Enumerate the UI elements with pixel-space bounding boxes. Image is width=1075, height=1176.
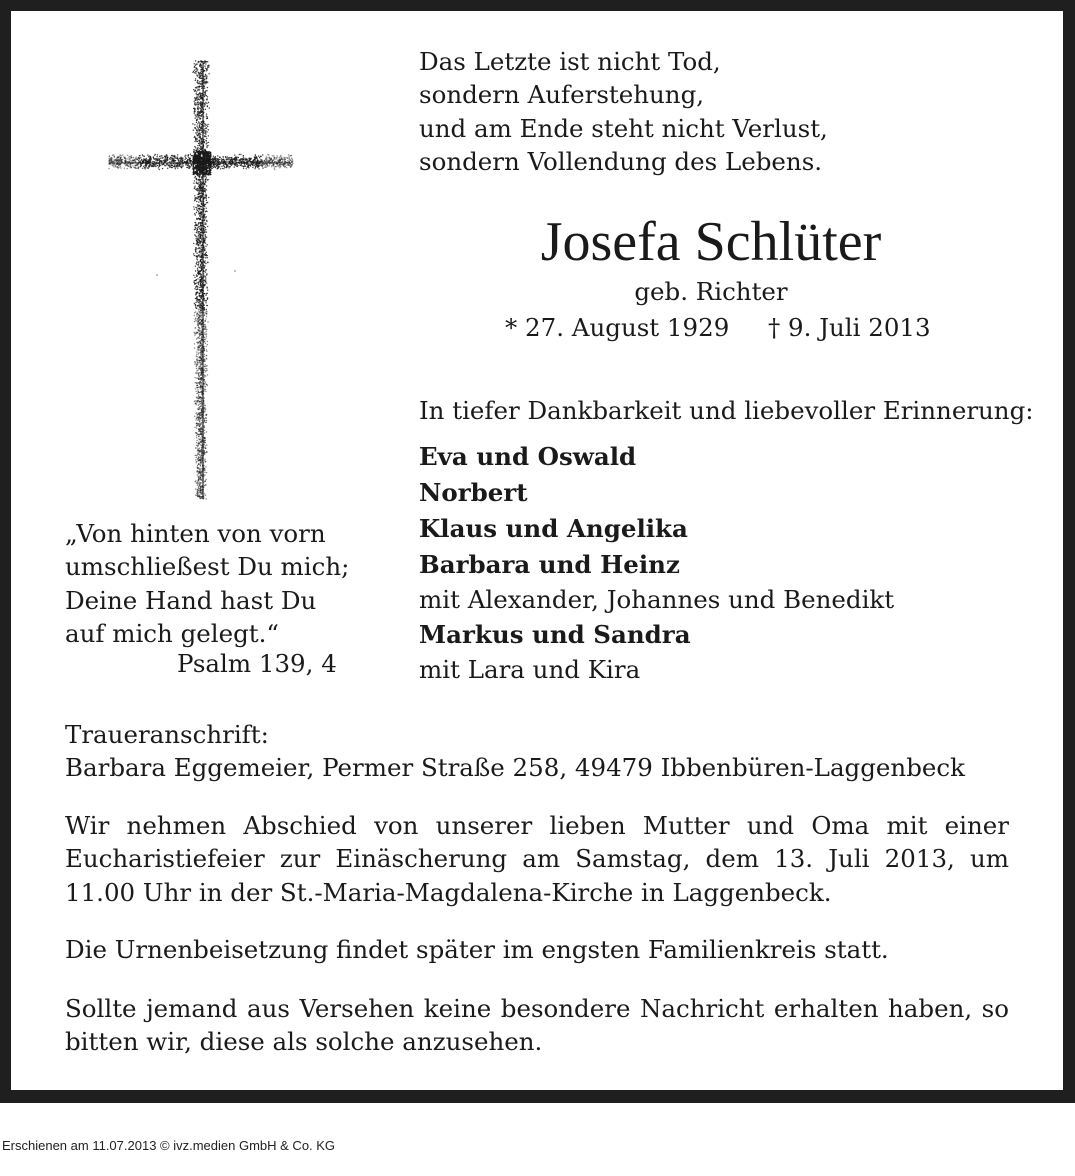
mourner-name: Markus und Sandra (419, 620, 691, 649)
poem-line: sondern Auferstehung, (419, 80, 705, 110)
obituary-notice (11, 11, 1063, 1090)
deceased-name: Josefa Schlüter (540, 211, 882, 273)
publication-footer: Erschienen am 11.07.2013 © ivz.medien GmbH & Co. KG (2, 1138, 336, 1153)
notice-paragraph: Sollte jemand aus Versehen keine besondere Nachricht erhalten haben, so bitten wir, diese als solche anzusehen. (65, 994, 1009, 1057)
opening-poem (419, 45, 828, 178)
poem-line: Das Letzte ist nicht Tod, (419, 47, 721, 76)
address-label: Traueranschrift: (65, 720, 269, 749)
mourning-intro: In tiefer Dankbarkeit und liebevoller Erinnerung: (419, 396, 1034, 425)
quote-line: auf mich gelegt.“ (65, 618, 279, 648)
psalm-quote (65, 517, 349, 650)
quote-line: umschließest Du mich; (65, 552, 350, 582)
quote-source: Psalm 139, 4 (177, 649, 337, 678)
death-date: † 9. Juli 2013 (768, 313, 931, 342)
quote-line: „Von hinten von vorn (65, 519, 326, 548)
poem-line: sondern Vollendung des Lebens. (419, 146, 823, 176)
mourner-children: mit Lara und Kira (419, 655, 641, 684)
quote-line: Deine Hand hast Du (65, 585, 317, 615)
birth-date: * 27. August 1929 (505, 313, 730, 342)
address-text: Barbara Eggemeier, Permer Straße 258, 49479 Ibbenbüren-Laggenbeck (65, 753, 965, 783)
mourner-name: Eva und Oswald (419, 442, 637, 471)
maiden-name: geb. Richter (634, 277, 788, 306)
mourners-list (419, 439, 894, 687)
mourning-address (65, 718, 965, 785)
service-paragraph: Wir nehmen Abschied von unserer lieben Mutter und Oma mit einer Eucharistiefeier zur Einäscherung am Samstag, dem 13. Juli 2013, um 11.00 Uhr in der St.-Maria-Magdalena-Kirche in Laggenbeck. (65, 811, 1009, 907)
mourner-name: Norbert (419, 478, 528, 507)
mourner-name: Barbara und Heinz (419, 550, 680, 579)
mourner-name: Klaus und Angelika (419, 514, 688, 543)
burial-paragraph: Die Urnenbeisetzung findet später im engsten Familienkreis statt. (65, 935, 889, 964)
cross-icon (97, 51, 297, 501)
poem-line: und am Ende steht nicht Verlust, (419, 113, 828, 143)
mourner-children: mit Alexander, Johannes und Benedikt (419, 585, 895, 614)
